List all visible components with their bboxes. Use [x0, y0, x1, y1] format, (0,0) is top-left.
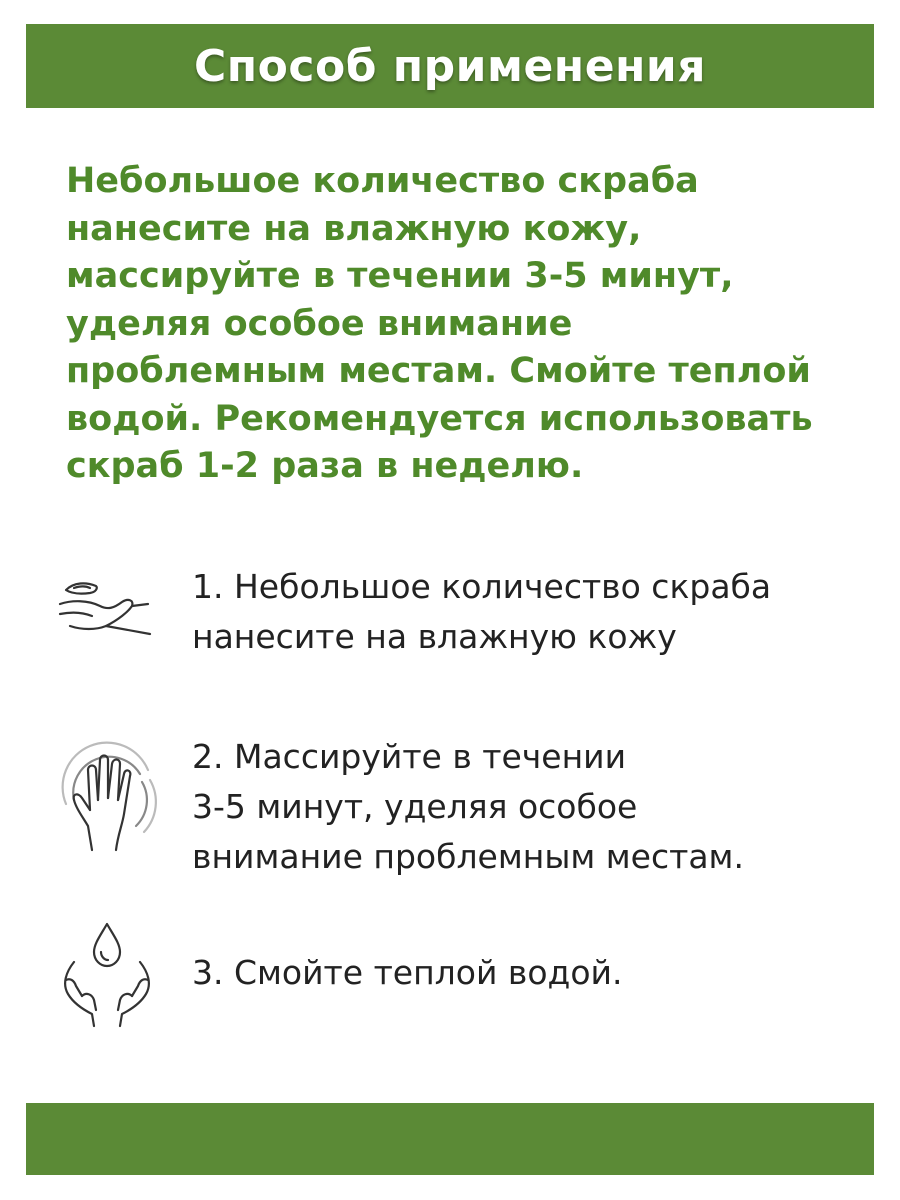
intro-line: скраб 1-2 раза в неделю. — [66, 446, 584, 486]
footer-banner — [26, 1103, 874, 1175]
step-1-text — [192, 562, 872, 662]
hand-with-cream-icon — [52, 560, 162, 670]
intro-line: проблемным местам. Смойте теплой — [66, 351, 811, 391]
step-line: нанесите на влажную кожу — [192, 617, 677, 656]
page-title: Способ применения — [193, 40, 707, 92]
intro-paragraph — [66, 158, 866, 491]
step-2-text — [192, 732, 872, 882]
header-banner — [26, 24, 874, 108]
intro-line: Небольшое количество скраба — [66, 161, 699, 201]
water-drop-hands-icon — [52, 918, 162, 1028]
step-3-text — [192, 948, 872, 998]
step-line: 3. Смойте теплой водой. — [192, 953, 623, 992]
intro-line: нанесите на влажную кожу, — [66, 208, 642, 249]
intro-line: массируйте в течении 3-5 минут, — [66, 256, 734, 296]
intro-line: водой. Рекомендуется использовать — [66, 398, 813, 439]
step-line: 3-5 минут, уделяя особое — [192, 787, 638, 826]
intro-line: уделяя особое внимание — [66, 303, 573, 344]
step-line: 2. Массируйте в течении — [192, 737, 627, 776]
step-line: 1. Небольшое количество скраба — [192, 567, 772, 606]
step-line: внимание проблемным местам. — [192, 837, 744, 876]
massage-hand-icon — [52, 730, 162, 840]
